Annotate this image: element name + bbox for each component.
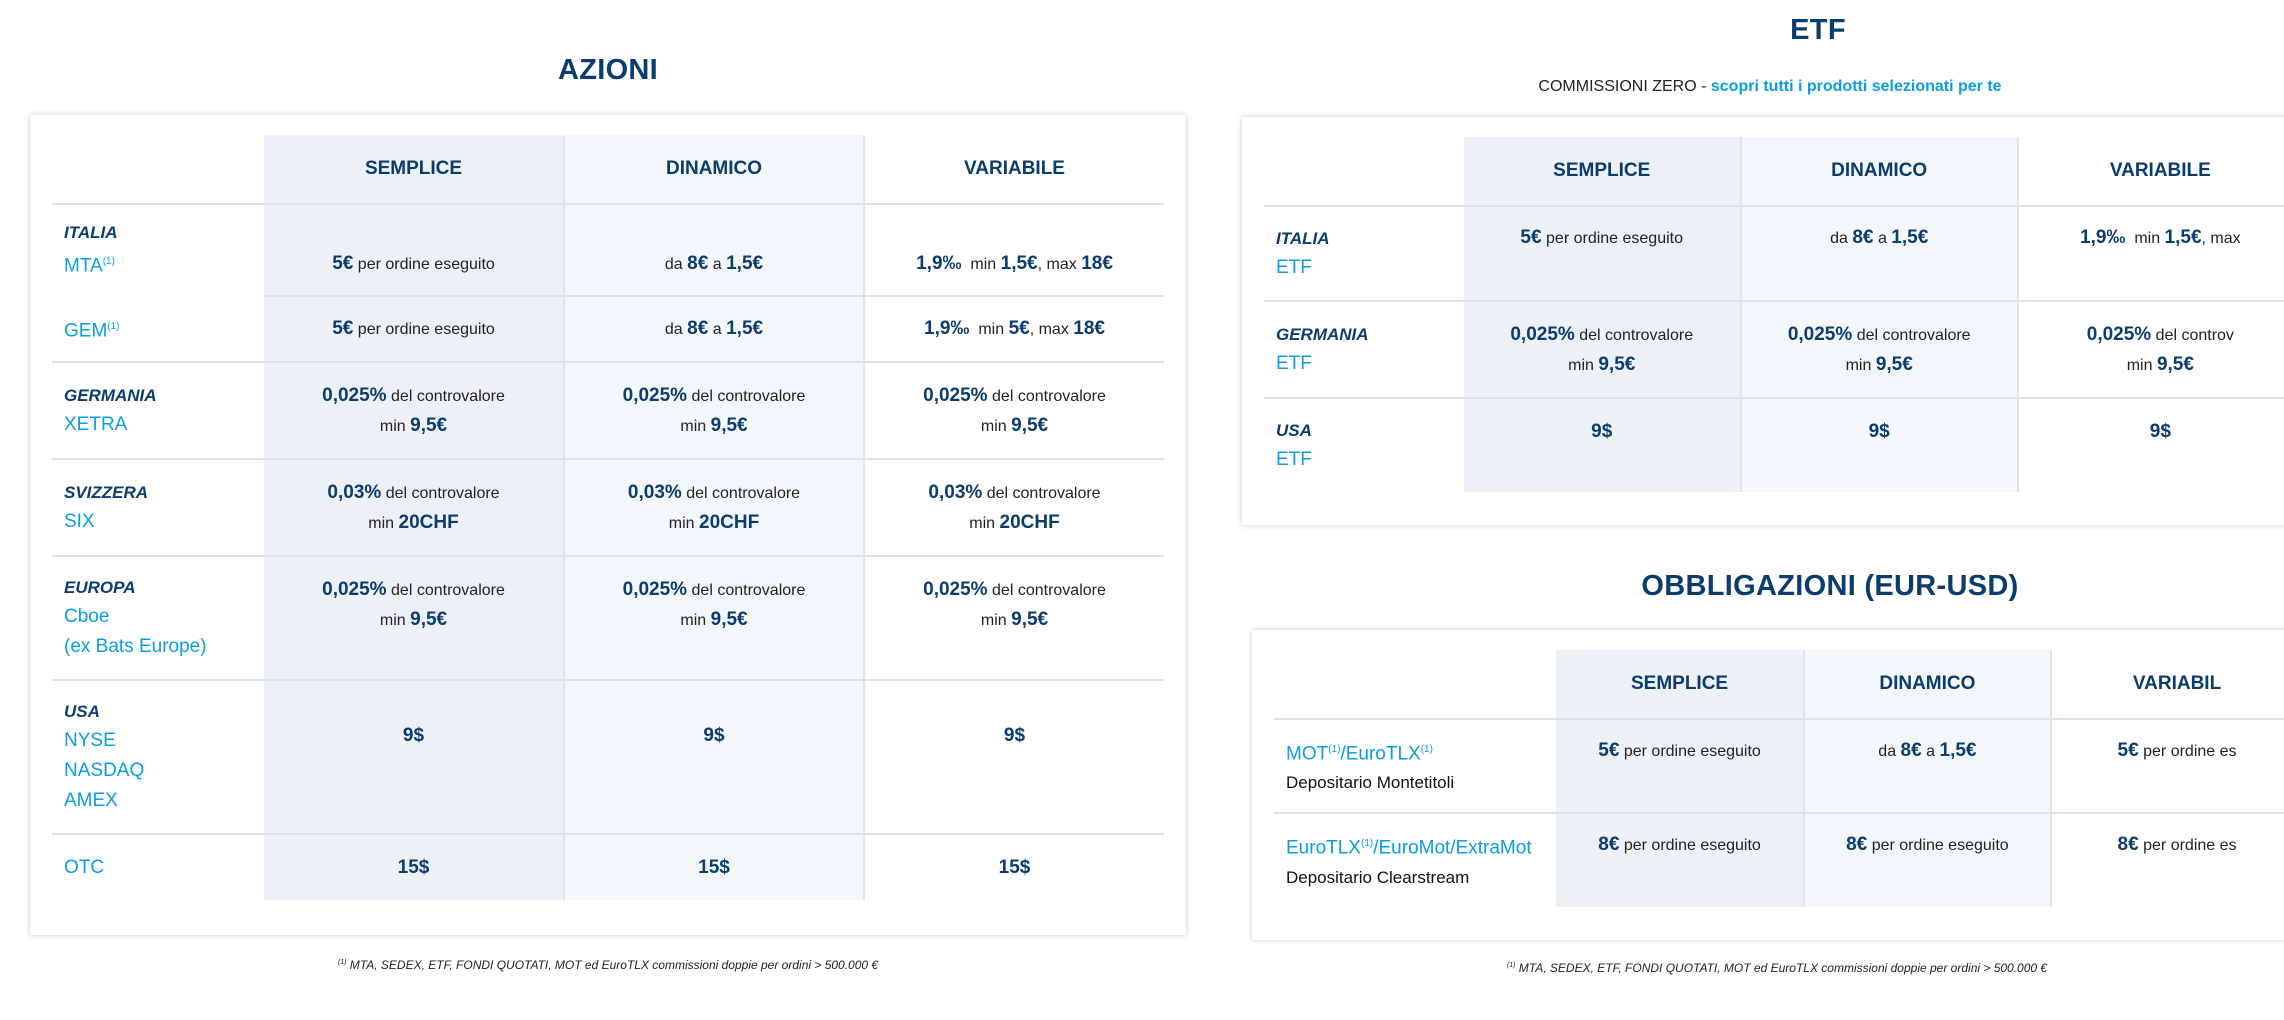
price-cell: da 8€ a 1,5€ bbox=[564, 296, 864, 362]
price-cell: 1,9‰ min 1,5€, max bbox=[2018, 206, 2284, 301]
price-cell: 0,025% del controvalore min 9,5€ bbox=[864, 556, 1164, 680]
price-cell: 15$ bbox=[264, 834, 564, 900]
region-label: GERMANIA bbox=[64, 385, 157, 405]
obbligazioni-table bbox=[1274, 650, 2284, 907]
etf-header-row bbox=[1264, 137, 2284, 206]
obbligazioni-title: OBBLIGAZIONI (EUR-USD) bbox=[1641, 570, 2019, 602]
region-label: EUROPA bbox=[64, 578, 136, 597]
market-link-cboe[interactable]: Cboe bbox=[64, 606, 110, 627]
price-cell: 5€ per ordine eseguito bbox=[1464, 206, 1741, 301]
region-label: GERMANIA bbox=[1276, 324, 1369, 344]
azioni-table bbox=[52, 135, 1164, 900]
price-cell: 5€ per ordine es bbox=[2051, 719, 2284, 813]
price-cell: 0,025% del controvalore min 9,5€ bbox=[1741, 301, 2018, 398]
market-link-otc[interactable]: OTC bbox=[64, 856, 105, 878]
col-semplice: SEMPLICE bbox=[1556, 650, 1803, 719]
col-variabile: VARIABILE bbox=[864, 135, 1164, 204]
market-link-eurotlx[interactable]: /EuroTLX bbox=[1340, 743, 1421, 765]
market-link-euromot[interactable]: /EuroMot/ExtraMot bbox=[1373, 837, 1532, 859]
market-link-xetra[interactable]: XETRA bbox=[64, 413, 128, 435]
price-cell: 0,025% del controvalore min 9,5€ bbox=[264, 556, 564, 680]
market-link-six[interactable]: SIX bbox=[64, 510, 95, 532]
table-row bbox=[52, 459, 1164, 556]
etf-card bbox=[1242, 117, 2284, 525]
obbligazioni-header-row bbox=[1274, 650, 2284, 719]
market-link-cboe-ex[interactable]: (ex Bats Europe) bbox=[64, 636, 207, 657]
price-cell: 9$ bbox=[564, 680, 864, 834]
price-cell: 8€ per ordine eseguito bbox=[1556, 813, 1803, 907]
market-link-mot[interactable]: MOT bbox=[1286, 743, 1329, 765]
price-cell: 9$ bbox=[2018, 398, 2284, 492]
price-cell: 0,025% del controvalore min 9,5€ bbox=[864, 362, 1164, 459]
col-dinamico: DINAMICO bbox=[564, 135, 864, 204]
price-cell: 15$ bbox=[864, 834, 1164, 900]
azioni-header-row bbox=[52, 135, 1164, 204]
price-cell: 1,9‰ min 5€, max 18€ bbox=[864, 296, 1164, 362]
table-row: EuroTLX$^{(1)}$/EuroMot/ExtraMot Depositario Clearstream 8€ per ordine eseguito 8€ per ordine eseguito 8€ per ordine es bbox=[1274, 813, 2284, 907]
market-link-nyse[interactable]: NYSE bbox=[64, 730, 116, 751]
etf-table bbox=[1264, 137, 2284, 492]
region-label: USA bbox=[64, 702, 100, 721]
price-cell: 0,03% del controvalore min 20CHF bbox=[864, 459, 1164, 556]
region-label: ITALIA bbox=[64, 222, 118, 242]
market-link-etf-germania[interactable]: ETF bbox=[1276, 352, 1312, 374]
region-label: USA bbox=[1276, 420, 1312, 440]
col-semplice: SEMPLICE bbox=[264, 135, 564, 204]
table-row bbox=[52, 680, 1164, 834]
table-row bbox=[1264, 398, 2284, 492]
price-cell: 8€ per ordine eseguito bbox=[1804, 813, 2051, 907]
price-cell: da 8€ a 1,5€ bbox=[564, 204, 864, 296]
price-cell: 15$ bbox=[564, 834, 864, 900]
price-cell: 0,025% del controvalore min 9,5€ bbox=[564, 362, 864, 459]
azioni-footnote: $^{(1)}$ MTA, SEDEX, ETF, FONDI QUOTATI, MOT ed EuroTLX commissioni doppie per ordini > 500.000 € bbox=[337, 958, 879, 972]
price-cell: da 8€ a 1,5€ bbox=[1741, 206, 2018, 301]
region-label: ITALIA bbox=[1276, 228, 1330, 248]
price-cell: 9$ bbox=[864, 680, 1164, 834]
price-cell: 9$ bbox=[1741, 398, 2018, 492]
price-cell: 0,025% del controv min 9,5€ bbox=[2018, 301, 2284, 398]
price-cell: 0,03% del controvalore min 20CHF bbox=[564, 459, 864, 556]
table-row bbox=[52, 362, 1164, 459]
col-semplice: SEMPLICE bbox=[1464, 137, 1741, 206]
price-cell: da 8€ a 1,5€ bbox=[1804, 719, 2051, 813]
price-cell: 1,9‰ min 1,5€, max 18€ bbox=[864, 204, 1164, 296]
col-dinamico: DINAMICO bbox=[1804, 650, 2051, 719]
price-cell: 9$ bbox=[264, 680, 564, 834]
price-cell: 5€ per ordine eseguito bbox=[264, 204, 564, 296]
price-cell: 9$ bbox=[1464, 398, 1741, 492]
azioni-title: AZIONI bbox=[557, 54, 659, 86]
table-row bbox=[52, 834, 1164, 900]
price-cell: 0,025% del controvalore min 9,5€ bbox=[264, 362, 564, 459]
market-link-eurotlx-2[interactable]: EuroTLX bbox=[1286, 837, 1361, 859]
obbligazioni-card bbox=[1252, 630, 2284, 940]
market-link-etf-usa[interactable]: ETF bbox=[1276, 448, 1312, 470]
etf-promo-link[interactable]: scopri tutti i prodotti selezionati per te bbox=[1710, 78, 2002, 95]
table-row bbox=[52, 296, 1164, 362]
market-link-nasdaq[interactable]: NASDAQ bbox=[64, 760, 145, 781]
price-cell: 0,025% del controvalore min 9,5€ bbox=[564, 556, 864, 680]
market-link-gem[interactable]: GEM$^{(1)}$ bbox=[64, 320, 120, 342]
price-cell: 8€ per ordine es bbox=[2051, 813, 2284, 907]
etf-subtitle: COMMISSIONI ZERO - scopri tutti i prodotti selezionati per te bbox=[1538, 78, 2002, 95]
depositario-label: Depositario Montetitoli bbox=[1286, 773, 1455, 793]
table-row bbox=[52, 556, 1164, 680]
price-cell: 5€ per ordine eseguito bbox=[264, 296, 564, 362]
azioni-card bbox=[30, 115, 1186, 935]
col-variabile: VARIABILE bbox=[2018, 137, 2284, 206]
market-link-etf-italia[interactable]: ETF bbox=[1276, 256, 1312, 278]
price-cell: 5€ per ordine eseguito bbox=[1556, 719, 1803, 813]
col-variabile: VARIABIL bbox=[2051, 650, 2284, 719]
market-link-amex[interactable]: AMEX bbox=[64, 790, 118, 811]
table-row bbox=[52, 204, 1164, 296]
price-cell: 0,03% del controvalore min 20CHF bbox=[264, 459, 564, 556]
depositario-label: Depositario Clearstream bbox=[1286, 867, 1470, 887]
etf-title: ETF bbox=[1790, 14, 1846, 46]
col-dinamico: DINAMICO bbox=[1741, 137, 2018, 206]
table-row: MOT$^{(1)}$/EuroTLX$^{(1)}$ Depositario Montetitoli 5€ per ordine eseguito da 8€ a 1,5€ 5€ per ordine es bbox=[1274, 719, 2284, 813]
region-label: SVIZZERA bbox=[64, 482, 149, 502]
price-cell: 0,025% del controvalore min 9,5€ bbox=[1464, 301, 1741, 398]
market-link-mta[interactable]: MTA$^{(1)}$ bbox=[64, 255, 115, 277]
obbligazioni-footnote: $^{(1)}$ MTA, SEDEX, ETF, FONDI QUOTATI, MOT ed EuroTLX commissioni doppie per ordini > 500.000 € bbox=[1506, 961, 2048, 975]
table-row bbox=[1264, 206, 2284, 301]
table-row bbox=[1264, 301, 2284, 398]
